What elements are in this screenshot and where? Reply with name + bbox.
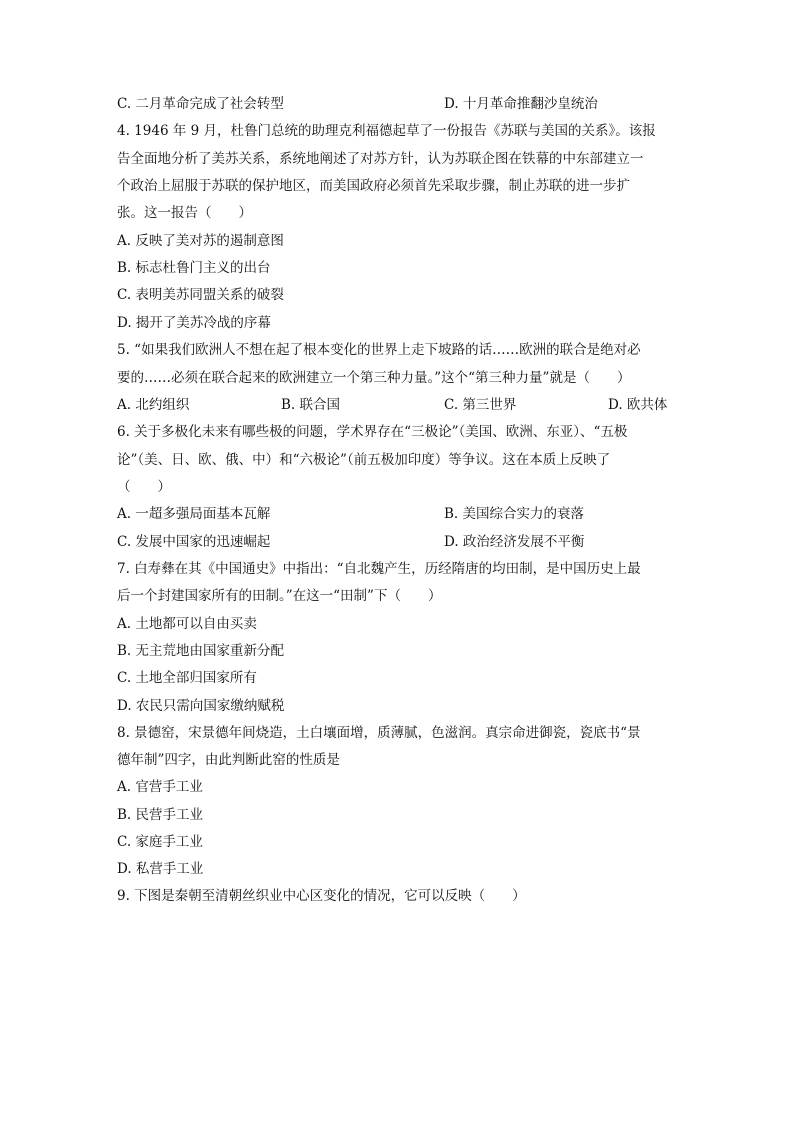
q6-option-a: A. 一超多强局面基本瓦解 <box>117 506 271 522</box>
q5-option-a: A. 北约组织 <box>117 397 190 413</box>
q8-option-c: C. 家庭手工业 <box>117 834 203 850</box>
q7-stem-line: 7. 白寿彝在其《中国通史》中指出：“自北魏产生，历经隋唐的均田制，是中国历史上最 <box>117 561 641 577</box>
q4-option-c: C. 表明美苏同盟关系的破裂 <box>117 287 284 303</box>
q6-stem-line: 论”（美、日、欧、俄、中）和“六极论”（前五极加印度）等争议。这在本质上反映了 <box>117 452 611 468</box>
q6-option-b: B. 美国综合实力的衰落 <box>444 506 585 522</box>
q4-stem-line: 个政治上屈服于苏联的保护地区，而美国政府必须首先采取步骤，制止苏联的进一步扩 <box>117 178 630 194</box>
q8-stem-line: 德年制”四字，由此判断此窑的性质是 <box>117 752 340 768</box>
q7-stem-line: 后一个封建国家所有的田制。”在这一“田制”下（ ） <box>117 588 442 604</box>
q4-stem-line: 告全面地分析了美苏关系，系统地阐述了对苏方针，认为苏联企图在铁幕的中东部建立一 <box>117 151 644 167</box>
q4-stem-line: 张。这一报告（ ） <box>117 205 252 221</box>
q4-option-a: A. 反映了美对苏的遏制意图 <box>117 233 284 249</box>
q3-option-c: C. 二月革命完成了社会转型 <box>117 96 284 112</box>
q7-option-b: B. 无主荒地由国家重新分配 <box>117 643 285 659</box>
q4-option-b: B. 标志杜鲁门主义的出台 <box>117 260 271 276</box>
q5-option-b: B. 联合国 <box>281 397 341 413</box>
q5-stem-line: 5. “如果我们欧洲人不想在起了根本变化的世界上走下坡路的话……欧洲的联合是绝对必 <box>117 342 641 358</box>
q4-stem-line: 4. 1946 年 9 月，杜鲁门总统的助理克利福德起草了一份报告《苏联与美国的关系》。该报 <box>117 123 656 139</box>
q4-option-d: D. 揭开了美苏冷战的序幕 <box>117 315 271 331</box>
q5-stem-line: 要的……必须在联合起来的欧洲建立一个第三种力量。”这个“第三种力量”就是（ ） <box>117 370 631 386</box>
q3-option-d: D. 十月革命推翻沙皇统治 <box>444 96 598 112</box>
q7-option-d: D. 农民只需向国家缴纳赋税 <box>117 698 285 714</box>
q5-option-d: D. 欧共体 <box>608 397 668 413</box>
q7-option-c: C. 土地全部归国家所有 <box>117 670 257 686</box>
q7-option-a: A. 土地都可以自由买卖 <box>117 616 257 632</box>
q6-stem-line: （ ） <box>117 479 171 495</box>
q6-option-d: D. 政治经济发展不平衡 <box>444 534 585 550</box>
q8-option-b: B. 民营手工业 <box>117 807 204 823</box>
q8-option-d: D. 私营手工业 <box>117 861 204 877</box>
q8-option-a: A. 官营手工业 <box>117 779 203 795</box>
q6-option-c: C. 发展中国家的迅速崛起 <box>117 534 271 550</box>
q9-stem-line: 9. 下图是秦朝至清朝丝织业中心区变化的情况，它可以反映（ ） <box>117 888 526 904</box>
q5-option-c: C. 第三世界 <box>444 397 517 413</box>
q8-stem-line: 8. 景德窑，宋景德年间烧造，土白壤面增，质薄腻，色滋润。真宗命进御瓷，瓷底书“景 <box>117 725 641 741</box>
q6-stem-line: 6. 关于多极化未来有哪些极的问题，学术界存在“三极论”（美国、欧洲、东亚）、“五极 <box>117 424 628 440</box>
